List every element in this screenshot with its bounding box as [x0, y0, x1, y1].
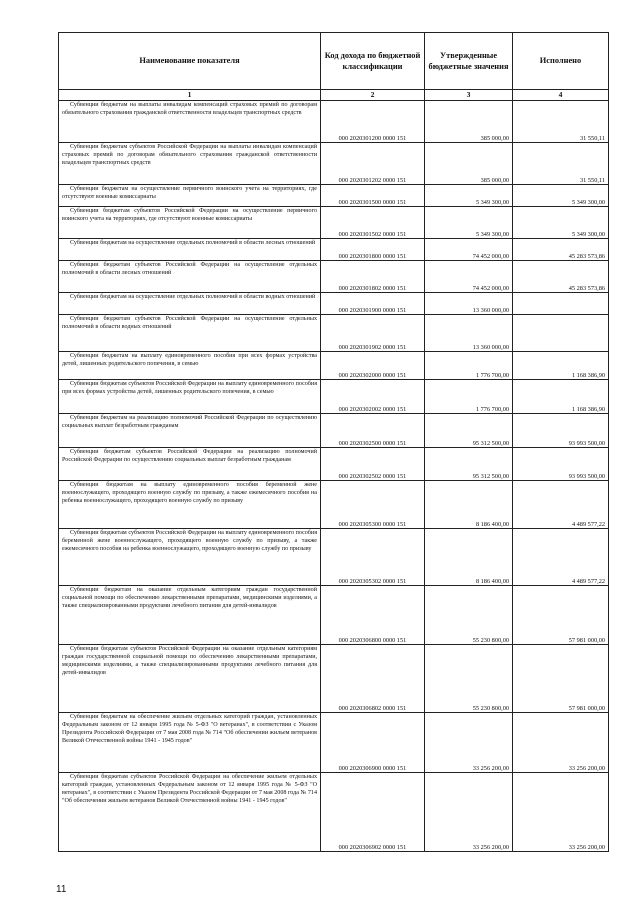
indicator-name: Субвенции бюджетам субъектов Российской Федерации на оказание отдельным категориям граждан государственной социальной помощи по обеспечению лекарственными препаратами, медицинскими изделиями, а также специализированными продуктами лечебного питания для детей-инвалидов [59, 645, 321, 713]
indicator-name: Субвенции бюджетам на оказание отдельным категориям граждан государственной социальной помощи по обеспечению лекарственными препаратами, медицинскими изделиями, а также специализированными продуктами лечебного питания для детей-инвалидов [59, 586, 321, 645]
indicator-name: Субвенции бюджетам на обеспечение жильем отдельных категорий граждан, установленных Федеральным законом от 12 января 1995 года № 5-ФЗ "О ветеранах", в соответствии с Указом Президента Российской Федерации от 7 мая 2008 года № 714 "Об обеспечении жильем ветеранов Великой Отечественной войны 1941 - 1945 годов" [59, 713, 321, 773]
approved-value: 33 256 200,00 [425, 773, 513, 852]
approved-value: 55 230 800,00 [425, 586, 513, 645]
table-row [59, 293, 609, 315]
approved-value: 13 360 000,00 [425, 315, 513, 352]
budget-table [58, 32, 609, 852]
executed-value: 57 981 000,00 [513, 645, 609, 713]
indicator-name: Субвенции бюджетам субъектов Российской Федерации на осуществление отдельных полномочий в области лесных отношений [59, 261, 321, 293]
indicator-name: Субвенции бюджетам на выплату единовременного пособия беременной жене военнослужащего, проходящего военную службу по призыву, а также ежемесячного пособия на ребенка военнослужащего, проходящего военную службу по призыву [59, 481, 321, 529]
income-code: 000 2020305300 0000 151 [321, 481, 425, 529]
header-row [59, 33, 609, 90]
approved-value: 5 349 300,00 [425, 207, 513, 239]
executed-value: 33 256 200,00 [513, 713, 609, 773]
table-row [59, 773, 609, 852]
page-number: 11 [56, 884, 67, 895]
header-executed: Исполнено [513, 33, 609, 90]
approved-value: 385 000,00 [425, 101, 513, 143]
indicator-name: Субвенции бюджетам на выплаты инвалидам компенсаций страховых премий по договорам обязательного страхования гражданской ответственности владельцев транспортных средств [59, 101, 321, 143]
column-number: 3 [425, 90, 513, 101]
approved-value: 8 186 400,00 [425, 529, 513, 586]
table-row [59, 261, 609, 293]
income-code: 000 2020306902 0000 151 [321, 773, 425, 852]
income-code: 000 2020302500 0000 151 [321, 414, 425, 448]
table-row [59, 143, 609, 185]
executed-value: 45 283 573,86 [513, 239, 609, 261]
table-row [59, 529, 609, 586]
table-row [59, 481, 609, 529]
executed-value: 31 550,11 [513, 143, 609, 185]
column-number: 4 [513, 90, 609, 101]
indicator-name: Субвенции бюджетам на реализацию полномочий Российской Федерации по осуществлению социальных выплат безработным гражданам [59, 414, 321, 448]
header-name: Наименование показателя [59, 33, 321, 90]
indicator-name: Субвенции бюджетам субъектов Российской Федерации на осуществление первичного воинского учета на территориях, где отсутствуют военные комиссариаты [59, 207, 321, 239]
income-code: 000 2020306900 0000 151 [321, 713, 425, 773]
column-number: 1 [59, 90, 321, 101]
executed-value: 5 349 300,00 [513, 207, 609, 239]
table-row [59, 414, 609, 448]
indicator-name: Субвенции бюджетам на осуществление первичного воинского учета на территориях, где отсутствуют военные комиссариаты [59, 185, 321, 207]
approved-value: 95 312 500,00 [425, 448, 513, 481]
approved-value: 8 186 400,00 [425, 481, 513, 529]
approved-value: 55 230 800,00 [425, 645, 513, 713]
indicator-name: Субвенции бюджетам субъектов Российской Федерации на обеспечение жильем отдельных категорий граждан, установленных Федеральным законом от 12 января 1995 года № 5-ФЗ "О ветеранах", в соответствии с Указом Президента Российской Федерации от 7 мая 2008 года № 714 "Об обеспечении жильем ветеранов Великой Отечественной войны 1941 - 1945 годов" [59, 773, 321, 852]
approved-value: 5 349 300,00 [425, 185, 513, 207]
income-code: 000 2020306800 0000 151 [321, 586, 425, 645]
indicator-name: Субвенции бюджетам субъектов Российской Федерации на выплату единовременного пособия беременной жене военнослужащего, проходящего военную службу по призыву, а также ежемесячного пособия на ребенка военнослужащего, проходящего военную службу по призыву [59, 529, 321, 586]
income-code: 000 2020301800 0000 151 [321, 239, 425, 261]
column-number-row [59, 90, 609, 101]
income-code: 000 2020301900 0000 151 [321, 293, 425, 315]
executed-value: 45 283 573,86 [513, 261, 609, 293]
income-code: 000 2020301802 0000 151 [321, 261, 425, 293]
header-approved: Утвержденные бюджетные значения [425, 33, 513, 90]
income-code: 000 2020301902 0000 151 [321, 315, 425, 352]
indicator-name: Субвенции бюджетам на выплату единовременного пособия при всех формах устройства детей, лишенных родительского попечения, в семью [59, 352, 321, 380]
header-code: Код дохода по бюджетной классификации [321, 33, 425, 90]
income-code: 000 2020302502 0000 151 [321, 448, 425, 481]
indicator-name: Субвенции бюджетам субъектов Российской Федерации на реализацию полномочий Российской Федерации по осуществлению социальных выплат безработным гражданам [59, 448, 321, 481]
approved-value: 95 312 500,00 [425, 414, 513, 448]
table-row [59, 586, 609, 645]
executed-value: 93 993 500,00 [513, 414, 609, 448]
approved-value: 74 452 000,00 [425, 239, 513, 261]
executed-value: 1 168 386,90 [513, 380, 609, 414]
executed-value: 93 993 500,00 [513, 448, 609, 481]
executed-value: 4 489 577,22 [513, 529, 609, 586]
executed-value: 31 550,11 [513, 101, 609, 143]
approved-value: 13 360 000,00 [425, 293, 513, 315]
table-row [59, 101, 609, 143]
table-row [59, 448, 609, 481]
income-code: 000 2020301200 0000 151 [321, 101, 425, 143]
table-row [59, 645, 609, 713]
approved-value: 74 452 000,00 [425, 261, 513, 293]
executed-value: 1 168 386,90 [513, 352, 609, 380]
executed-value [513, 315, 609, 352]
column-number: 2 [321, 90, 425, 101]
approved-value: 1 776 700,00 [425, 352, 513, 380]
table-row [59, 352, 609, 380]
table-row [59, 713, 609, 773]
executed-value: 4 489 577,22 [513, 481, 609, 529]
indicator-name: Субвенции бюджетам на осуществление отдельных полномочий в области водных отношений [59, 293, 321, 315]
executed-value: 57 981 000,00 [513, 586, 609, 645]
income-code: 000 2020301502 0000 151 [321, 207, 425, 239]
income-code: 000 2020305302 0000 151 [321, 529, 425, 586]
income-code: 000 2020306802 0000 151 [321, 645, 425, 713]
indicator-name: Субвенции бюджетам субъектов Российской Федерации на выплаты инвалидам компенсаций страховых премий по договорам обязательного страхования гражданской ответственности владельцев транспортных средств [59, 143, 321, 185]
indicator-name: Субвенции бюджетам субъектов Российской Федерации на выплату единовременного пособия при всех формах устройства детей, лишенных родительского попечения, в семью [59, 380, 321, 414]
table-row [59, 380, 609, 414]
income-code: 000 2020302000 0000 151 [321, 352, 425, 380]
table-row [59, 239, 609, 261]
table-row [59, 315, 609, 352]
income-code: 000 2020302002 0000 151 [321, 380, 425, 414]
executed-value [513, 293, 609, 315]
indicator-name: Субвенции бюджетам субъектов Российской Федерации на осуществление отдельных полномочий в области водных отношений [59, 315, 321, 352]
income-code: 000 2020301202 0000 151 [321, 143, 425, 185]
indicator-name: Субвенции бюджетам на осуществление отдельных полномочий в области лесных отношений [59, 239, 321, 261]
table-row [59, 207, 609, 239]
approved-value: 1 776 700,00 [425, 380, 513, 414]
approved-value: 385 000,00 [425, 143, 513, 185]
executed-value: 33 256 200,00 [513, 773, 609, 852]
executed-value: 5 349 300,00 [513, 185, 609, 207]
income-code: 000 2020301500 0000 151 [321, 185, 425, 207]
table-row [59, 185, 609, 207]
approved-value: 33 256 200,00 [425, 713, 513, 773]
